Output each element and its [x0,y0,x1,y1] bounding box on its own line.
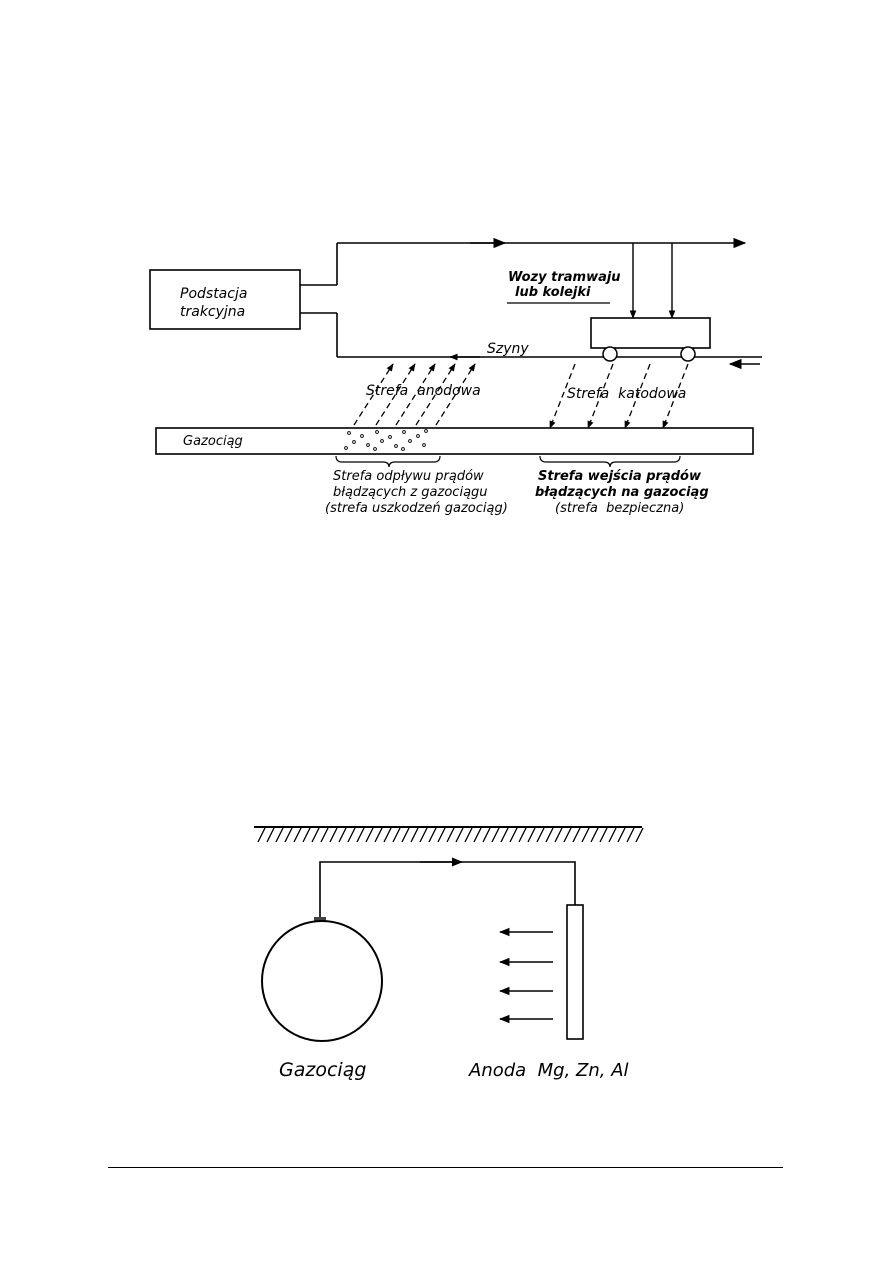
hatch-line [537,828,544,842]
hatch-line [348,828,355,842]
hatch-line [357,828,364,842]
footer-rule [108,1167,783,1168]
hatch-line [609,828,616,842]
anode-rod [567,905,583,1039]
outflow-caption-line3: (strefa uszkodzeń gazociąg) [325,501,508,516]
hatch-line [636,828,643,842]
hatch-line [303,828,310,842]
hatch-line [573,828,580,842]
stray-current-diagram [145,228,767,528]
cathode-zone-label: Strefa katodowa [567,386,687,402]
hatch-line [618,828,625,842]
hatch-line [546,828,553,842]
hatch-line [258,828,265,842]
protection-current-arrows [500,932,553,1019]
rails-label: Szyny [487,341,529,357]
hatch-line [402,828,409,842]
hatch-line [312,828,319,842]
substation-label-line1: Podstacja [180,286,248,302]
substation-connectors [300,243,337,357]
tram-label-line1: Wozy tramwaju [508,270,621,285]
pipeline-cross-section [262,921,382,1041]
hatch-line [429,828,436,842]
anode-zone-label: Strefa anodowa [366,383,481,399]
hatch-line [438,828,445,842]
hatch-line [384,828,391,842]
hatch-line [501,828,508,842]
hatch-line [393,828,400,842]
pipeline-body [156,428,753,454]
hatch-line [447,828,454,842]
outflow-brace [336,456,440,467]
hatch-line [456,828,463,842]
substation-label-line2: trakcyjna [180,304,246,320]
hatch-line [555,828,562,842]
hatch-line [600,828,607,842]
hatch-line [339,828,346,842]
hatch-line [420,828,427,842]
hatch-line [276,828,283,842]
inflow-brace [540,456,680,467]
tram-wheel-left [603,347,617,361]
hatch-line [582,828,589,842]
hatch-line [483,828,490,842]
hatch-line [411,828,418,842]
hatch-line [474,828,481,842]
pipeline-label: Gazociąg [183,434,243,449]
tram-label-line2: lub kolejki [515,285,591,300]
hatch-line [285,828,292,842]
outflow-caption-line1: Strefa odpływu prądów [333,469,484,484]
hatch-line [627,828,634,842]
outflow-caption-line2: błądzących z gazociągu [333,485,488,500]
hatch-line [321,828,328,842]
hatch-line [510,828,517,842]
ground-hatching [258,828,643,842]
hatch-line [267,828,274,842]
hatch-line [366,828,373,842]
pipeline-label: Gazociąg [279,1059,367,1081]
hatch-line [528,828,535,842]
hatch-line [465,828,472,842]
hatch-line [591,828,598,842]
tram-car [591,318,710,348]
hatch-line [519,828,526,842]
anode-label: Anoda Mg, Zn, Al [469,1060,629,1081]
sacrificial-anode-diagram [230,795,665,1105]
inflow-caption-line3: (strefa bezpieczna) [555,501,685,516]
hatch-line [294,828,301,842]
connecting-wire [320,862,575,920]
hatch-line [492,828,499,842]
inflow-caption-line1: Strefa wejścia prądów [538,469,701,484]
corrosion-dots [345,430,428,451]
hatch-line [564,828,571,842]
inflow-caption-line2: błądzących na gazociąg [535,485,709,500]
hatch-line [330,828,337,842]
tram-wheel-right [681,347,695,361]
hatch-line [375,828,382,842]
